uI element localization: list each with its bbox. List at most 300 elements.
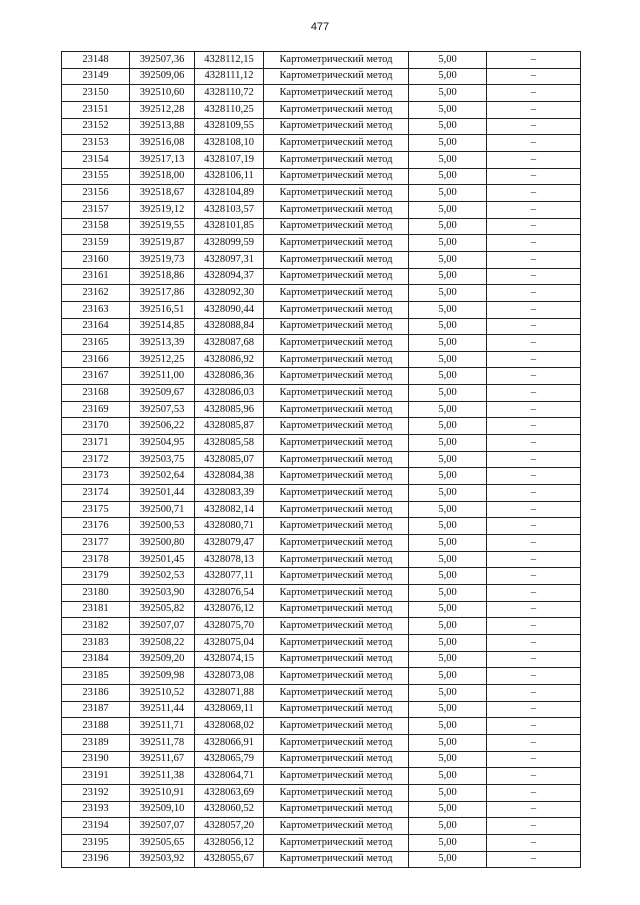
point-number-cell: 23185 (62, 668, 130, 685)
accuracy-cell: 5,00 (409, 634, 487, 651)
table-row (62, 285, 581, 302)
table-row (62, 784, 581, 801)
point-number-cell: 23171 (62, 435, 130, 452)
description-cell: – (487, 801, 581, 818)
table-row (62, 435, 581, 452)
accuracy-cell: 5,00 (409, 268, 487, 285)
x-coordinate-cell: 392516,08 (130, 135, 195, 152)
method-cell: Картометрический метод (264, 751, 409, 768)
y-coordinate-cell: 4328094,37 (195, 268, 264, 285)
accuracy-cell: 5,00 (409, 768, 487, 785)
point-number-cell: 23192 (62, 784, 130, 801)
accuracy-cell: 5,00 (409, 684, 487, 701)
description-cell: – (487, 118, 581, 135)
method-cell: Картометрический метод (264, 285, 409, 302)
description-cell: – (487, 85, 581, 102)
y-coordinate-cell: 4328088,84 (195, 318, 264, 335)
point-number-cell: 23148 (62, 52, 130, 69)
accuracy-cell: 5,00 (409, 235, 487, 252)
accuracy-cell: 5,00 (409, 368, 487, 385)
point-number-cell: 23160 (62, 251, 130, 268)
description-cell: – (487, 551, 581, 568)
accuracy-cell: 5,00 (409, 301, 487, 318)
point-number-cell: 23181 (62, 601, 130, 618)
description-cell: – (487, 435, 581, 452)
y-coordinate-cell: 4328056,12 (195, 834, 264, 851)
point-number-cell: 23162 (62, 285, 130, 302)
accuracy-cell: 5,00 (409, 834, 487, 851)
method-cell: Картометрический метод (264, 451, 409, 468)
accuracy-cell: 5,00 (409, 801, 487, 818)
method-cell: Картометрический метод (264, 684, 409, 701)
accuracy-cell: 5,00 (409, 718, 487, 735)
accuracy-cell: 5,00 (409, 451, 487, 468)
description-cell: – (487, 218, 581, 235)
accuracy-cell: 5,00 (409, 85, 487, 102)
x-coordinate-cell: 392506,22 (130, 418, 195, 435)
accuracy-cell: 5,00 (409, 318, 487, 335)
accuracy-cell: 5,00 (409, 435, 487, 452)
y-coordinate-cell: 4328060,52 (195, 801, 264, 818)
accuracy-cell: 5,00 (409, 784, 487, 801)
method-cell: Картометрический метод (264, 501, 409, 518)
x-coordinate-cell: 392519,55 (130, 218, 195, 235)
x-coordinate-cell: 392511,71 (130, 718, 195, 735)
accuracy-cell: 5,00 (409, 501, 487, 518)
description-cell: – (487, 52, 581, 69)
y-coordinate-cell: 4328097,31 (195, 251, 264, 268)
method-cell: Картометрический метод (264, 568, 409, 585)
table-row (62, 651, 581, 668)
x-coordinate-cell: 392518,00 (130, 168, 195, 185)
x-coordinate-cell: 392511,44 (130, 701, 195, 718)
description-cell: – (487, 518, 581, 535)
x-coordinate-cell: 392519,73 (130, 251, 195, 268)
table-row (62, 168, 581, 185)
x-coordinate-cell: 392507,36 (130, 52, 195, 69)
description-cell: – (487, 851, 581, 868)
point-number-cell: 23186 (62, 684, 130, 701)
table-row (62, 568, 581, 585)
table-row (62, 268, 581, 285)
x-coordinate-cell: 392512,25 (130, 351, 195, 368)
table-row (62, 118, 581, 135)
point-number-cell: 23196 (62, 851, 130, 868)
table-row (62, 101, 581, 118)
table-row (62, 718, 581, 735)
table-row (62, 351, 581, 368)
accuracy-cell: 5,00 (409, 734, 487, 751)
accuracy-cell: 5,00 (409, 468, 487, 485)
y-coordinate-cell: 4328109,55 (195, 118, 264, 135)
method-cell: Картометрический метод (264, 618, 409, 635)
accuracy-cell: 5,00 (409, 535, 487, 552)
description-cell: – (487, 368, 581, 385)
table-row (62, 668, 581, 685)
x-coordinate-cell: 392511,67 (130, 751, 195, 768)
point-number-cell: 23165 (62, 335, 130, 352)
y-coordinate-cell: 4328107,19 (195, 151, 264, 168)
method-cell: Картометрический метод (264, 851, 409, 868)
point-number-cell: 23158 (62, 218, 130, 235)
description-cell: – (487, 768, 581, 785)
accuracy-cell: 5,00 (409, 385, 487, 402)
point-number-cell: 23178 (62, 551, 130, 568)
y-coordinate-cell: 4328068,02 (195, 718, 264, 735)
method-cell: Картометрический метод (264, 585, 409, 602)
y-coordinate-cell: 4328086,03 (195, 385, 264, 402)
point-number-cell: 23182 (62, 618, 130, 635)
x-coordinate-cell: 392509,98 (130, 668, 195, 685)
x-coordinate-cell: 392507,07 (130, 618, 195, 635)
y-coordinate-cell: 4328085,96 (195, 401, 264, 418)
table-row (62, 701, 581, 718)
point-number-cell: 23175 (62, 501, 130, 518)
description-cell: – (487, 585, 581, 602)
table-row (62, 368, 581, 385)
table-row (62, 68, 581, 85)
table-row (62, 251, 581, 268)
description-cell: – (487, 68, 581, 85)
x-coordinate-cell: 392513,39 (130, 335, 195, 352)
description-cell: – (487, 668, 581, 685)
method-cell: Картометрический метод (264, 718, 409, 735)
table-row (62, 235, 581, 252)
table-row (62, 535, 581, 552)
x-coordinate-cell: 392511,00 (130, 368, 195, 385)
x-coordinate-cell: 392501,44 (130, 485, 195, 502)
accuracy-cell: 5,00 (409, 751, 487, 768)
y-coordinate-cell: 4328064,71 (195, 768, 264, 785)
y-coordinate-cell: 4328092,30 (195, 285, 264, 302)
y-coordinate-cell: 4328083,39 (195, 485, 264, 502)
table-row (62, 468, 581, 485)
table-row (62, 551, 581, 568)
y-coordinate-cell: 4328110,72 (195, 85, 264, 102)
x-coordinate-cell: 392505,82 (130, 601, 195, 618)
accuracy-cell: 5,00 (409, 651, 487, 668)
y-coordinate-cell: 4328111,12 (195, 68, 264, 85)
y-coordinate-cell: 4328074,15 (195, 651, 264, 668)
description-cell: – (487, 651, 581, 668)
accuracy-cell: 5,00 (409, 351, 487, 368)
point-number-cell: 23195 (62, 834, 130, 851)
accuracy-cell: 5,00 (409, 818, 487, 835)
table-row (62, 52, 581, 69)
method-cell: Картометрический метод (264, 784, 409, 801)
y-coordinate-cell: 4328069,11 (195, 701, 264, 718)
x-coordinate-cell: 392514,85 (130, 318, 195, 335)
description-cell: – (487, 401, 581, 418)
accuracy-cell: 5,00 (409, 101, 487, 118)
method-cell: Картометрический метод (264, 485, 409, 502)
x-coordinate-cell: 392519,87 (130, 235, 195, 252)
description-cell: – (487, 201, 581, 218)
point-number-cell: 23161 (62, 268, 130, 285)
point-number-cell: 23168 (62, 385, 130, 402)
table-row (62, 451, 581, 468)
y-coordinate-cell: 4328108,10 (195, 135, 264, 152)
point-number-cell: 23164 (62, 318, 130, 335)
y-coordinate-cell: 4328103,57 (195, 201, 264, 218)
x-coordinate-cell: 392509,06 (130, 68, 195, 85)
table-row (62, 335, 581, 352)
x-coordinate-cell: 392505,65 (130, 834, 195, 851)
point-number-cell: 23194 (62, 818, 130, 835)
y-coordinate-cell: 4328075,04 (195, 634, 264, 651)
y-coordinate-cell: 4328101,85 (195, 218, 264, 235)
y-coordinate-cell: 4328077,11 (195, 568, 264, 585)
method-cell: Картометрический метод (264, 801, 409, 818)
point-number-cell: 23170 (62, 418, 130, 435)
description-cell: – (487, 601, 581, 618)
table-row (62, 418, 581, 435)
point-number-cell: 23188 (62, 718, 130, 735)
table-row (62, 151, 581, 168)
method-cell: Картометрический метод (264, 768, 409, 785)
point-number-cell: 23156 (62, 185, 130, 202)
table-row (62, 768, 581, 785)
y-coordinate-cell: 4328080,71 (195, 518, 264, 535)
description-cell: – (487, 485, 581, 502)
description-cell: – (487, 535, 581, 552)
y-coordinate-cell: 4328085,58 (195, 435, 264, 452)
method-cell: Картометрический метод (264, 135, 409, 152)
x-coordinate-cell: 392516,51 (130, 301, 195, 318)
accuracy-cell: 5,00 (409, 568, 487, 585)
x-coordinate-cell: 392503,90 (130, 585, 195, 602)
y-coordinate-cell: 4328086,36 (195, 368, 264, 385)
table-row (62, 601, 581, 618)
description-cell: – (487, 418, 581, 435)
x-coordinate-cell: 392507,53 (130, 401, 195, 418)
table-row (62, 185, 581, 202)
method-cell: Картометрический метод (264, 818, 409, 835)
method-cell: Картометрический метод (264, 335, 409, 352)
description-cell: – (487, 751, 581, 768)
y-coordinate-cell: 4328104,89 (195, 185, 264, 202)
point-number-cell: 23176 (62, 518, 130, 535)
method-cell: Картометрический метод (264, 435, 409, 452)
accuracy-cell: 5,00 (409, 618, 487, 635)
description-cell: – (487, 701, 581, 718)
method-cell: Картометрический метод (264, 118, 409, 135)
table-row (62, 734, 581, 751)
x-coordinate-cell: 392511,38 (130, 768, 195, 785)
method-cell: Картометрический метод (264, 218, 409, 235)
table-row (62, 301, 581, 318)
method-cell: Картометрический метод (264, 368, 409, 385)
accuracy-cell: 5,00 (409, 401, 487, 418)
method-cell: Картометрический метод (264, 151, 409, 168)
x-coordinate-cell: 392502,64 (130, 468, 195, 485)
point-number-cell: 23152 (62, 118, 130, 135)
description-cell: – (487, 135, 581, 152)
description-cell: – (487, 251, 581, 268)
table-row (62, 485, 581, 502)
point-number-cell: 23191 (62, 768, 130, 785)
x-coordinate-cell: 392503,92 (130, 851, 195, 868)
accuracy-cell: 5,00 (409, 118, 487, 135)
method-cell: Картометрический метод (264, 68, 409, 85)
point-number-cell: 23167 (62, 368, 130, 385)
accuracy-cell: 5,00 (409, 551, 487, 568)
point-number-cell: 23154 (62, 151, 130, 168)
method-cell: Картометрический метод (264, 85, 409, 102)
table-row (62, 818, 581, 835)
accuracy-cell: 5,00 (409, 518, 487, 535)
y-coordinate-cell: 4328065,79 (195, 751, 264, 768)
table-row (62, 585, 581, 602)
point-number-cell: 23180 (62, 585, 130, 602)
x-coordinate-cell: 392501,45 (130, 551, 195, 568)
method-cell: Картометрический метод (264, 518, 409, 535)
description-cell: – (487, 168, 581, 185)
y-coordinate-cell: 4328085,87 (195, 418, 264, 435)
y-coordinate-cell: 4328087,68 (195, 335, 264, 352)
accuracy-cell: 5,00 (409, 851, 487, 868)
y-coordinate-cell: 4328076,54 (195, 585, 264, 602)
y-coordinate-cell: 4328082,14 (195, 501, 264, 518)
table-row (62, 318, 581, 335)
x-coordinate-cell: 392511,78 (130, 734, 195, 751)
accuracy-cell: 5,00 (409, 668, 487, 685)
accuracy-cell: 5,00 (409, 601, 487, 618)
description-cell: – (487, 834, 581, 851)
method-cell: Картометрический метод (264, 668, 409, 685)
table-row (62, 385, 581, 402)
point-number-cell: 23184 (62, 651, 130, 668)
method-cell: Картометрический метод (264, 268, 409, 285)
point-number-cell: 23157 (62, 201, 130, 218)
point-number-cell: 23163 (62, 301, 130, 318)
accuracy-cell: 5,00 (409, 335, 487, 352)
table-row (62, 401, 581, 418)
y-coordinate-cell: 4328073,08 (195, 668, 264, 685)
method-cell: Картометрический метод (264, 734, 409, 751)
x-coordinate-cell: 392510,60 (130, 85, 195, 102)
x-coordinate-cell: 392510,52 (130, 684, 195, 701)
x-coordinate-cell: 392518,86 (130, 268, 195, 285)
y-coordinate-cell: 4328112,15 (195, 52, 264, 69)
x-coordinate-cell: 392509,10 (130, 801, 195, 818)
point-number-cell: 23187 (62, 701, 130, 718)
point-number-cell: 23177 (62, 535, 130, 552)
table-row (62, 218, 581, 235)
y-coordinate-cell: 4328099,59 (195, 235, 264, 252)
point-number-cell: 23193 (62, 801, 130, 818)
y-coordinate-cell: 4328071,88 (195, 684, 264, 701)
description-cell: – (487, 385, 581, 402)
table-row (62, 518, 581, 535)
accuracy-cell: 5,00 (409, 52, 487, 69)
description-cell: – (487, 818, 581, 835)
description-cell: – (487, 185, 581, 202)
point-number-cell: 23159 (62, 235, 130, 252)
accuracy-cell: 5,00 (409, 168, 487, 185)
point-number-cell: 23190 (62, 751, 130, 768)
description-cell: – (487, 235, 581, 252)
point-number-cell: 23151 (62, 101, 130, 118)
table-row (62, 851, 581, 868)
x-coordinate-cell: 392504,95 (130, 435, 195, 452)
y-coordinate-cell: 4328086,92 (195, 351, 264, 368)
x-coordinate-cell: 392519,12 (130, 201, 195, 218)
method-cell: Картометрический метод (264, 601, 409, 618)
x-coordinate-cell: 392512,28 (130, 101, 195, 118)
point-number-cell: 23149 (62, 68, 130, 85)
method-cell: Картометрический метод (264, 301, 409, 318)
table-row (62, 684, 581, 701)
table-row (62, 801, 581, 818)
y-coordinate-cell: 4328063,69 (195, 784, 264, 801)
point-number-cell: 23172 (62, 451, 130, 468)
x-coordinate-cell: 392500,80 (130, 535, 195, 552)
x-coordinate-cell: 392500,53 (130, 518, 195, 535)
description-cell: – (487, 351, 581, 368)
method-cell: Картометрический метод (264, 185, 409, 202)
description-cell: – (487, 101, 581, 118)
method-cell: Картометрический метод (264, 318, 409, 335)
description-cell: – (487, 501, 581, 518)
x-coordinate-cell: 392510,91 (130, 784, 195, 801)
method-cell: Картометрический метод (264, 385, 409, 402)
point-number-cell: 23153 (62, 135, 130, 152)
y-coordinate-cell: 4328055,67 (195, 851, 264, 868)
method-cell: Картометрический метод (264, 468, 409, 485)
point-number-cell: 23174 (62, 485, 130, 502)
method-cell: Картометрический метод (264, 351, 409, 368)
description-cell: – (487, 718, 581, 735)
x-coordinate-cell: 392508,22 (130, 634, 195, 651)
description-cell: – (487, 451, 581, 468)
x-coordinate-cell: 392513,88 (130, 118, 195, 135)
table-row (62, 135, 581, 152)
description-cell: – (487, 468, 581, 485)
description-cell: – (487, 634, 581, 651)
point-number-cell: 23155 (62, 168, 130, 185)
y-coordinate-cell: 4328057,20 (195, 818, 264, 835)
description-cell: – (487, 684, 581, 701)
coordinates-table-body (62, 52, 581, 868)
description-cell: – (487, 318, 581, 335)
point-number-cell: 23166 (62, 351, 130, 368)
method-cell: Картометрический метод (264, 52, 409, 69)
accuracy-cell: 5,00 (409, 701, 487, 718)
x-coordinate-cell: 392509,20 (130, 651, 195, 668)
method-cell: Картометрический метод (264, 168, 409, 185)
description-cell: – (487, 285, 581, 302)
accuracy-cell: 5,00 (409, 418, 487, 435)
description-cell: – (487, 268, 581, 285)
method-cell: Картометрический метод (264, 201, 409, 218)
accuracy-cell: 5,00 (409, 201, 487, 218)
method-cell: Картометрический метод (264, 634, 409, 651)
description-cell: – (487, 568, 581, 585)
accuracy-cell: 5,00 (409, 585, 487, 602)
method-cell: Картометрический метод (264, 701, 409, 718)
x-coordinate-cell: 392507,07 (130, 818, 195, 835)
accuracy-cell: 5,00 (409, 68, 487, 85)
y-coordinate-cell: 4328079,47 (195, 535, 264, 552)
table-row (62, 201, 581, 218)
x-coordinate-cell: 392509,67 (130, 385, 195, 402)
page-number: 477 (310, 21, 330, 33)
y-coordinate-cell: 4328110,25 (195, 101, 264, 118)
accuracy-cell: 5,00 (409, 251, 487, 268)
y-coordinate-cell: 4328066,91 (195, 734, 264, 751)
point-number-cell: 23183 (62, 634, 130, 651)
